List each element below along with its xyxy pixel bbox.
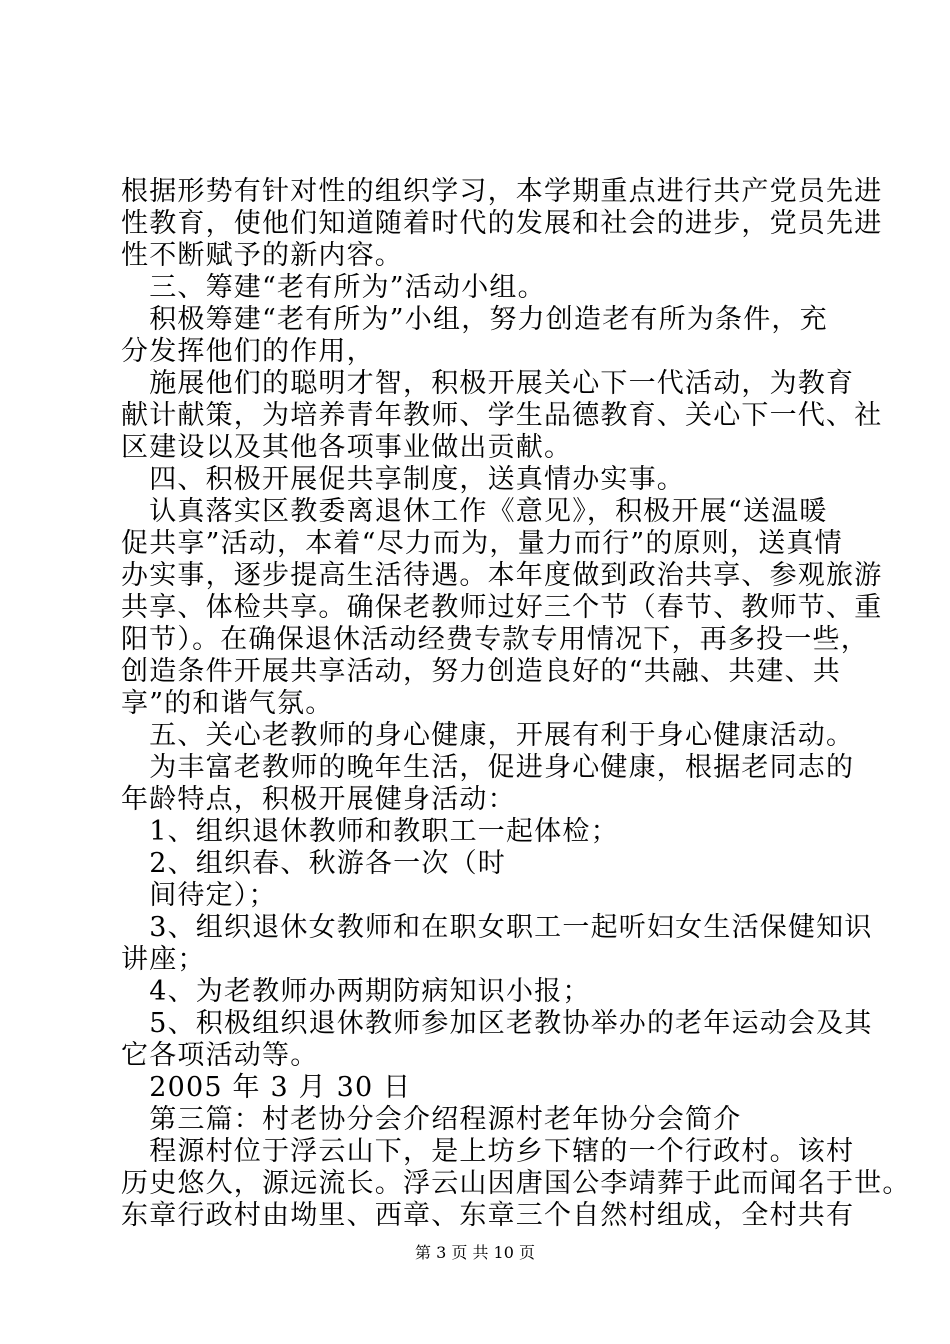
text-line: 享”的和谐气氛。 (121, 688, 334, 719)
text-line: 5、积极组织退休教师参加区老教协举办的老年运动会及其 (121, 1008, 873, 1039)
text-line: 为丰富老教师的晚年生活，促进身心健康，根据老同志的 (121, 752, 855, 783)
text-line: 东章行政村由坳里、西章、东章三个自然村组成，全村共有 (121, 1200, 855, 1231)
text-line: 积极筹建“老有所为”小组，努力创造老有所为条件，充 (121, 304, 828, 335)
text-line: 献计献策，为培养青年教师、学生品德教育、关心下一代、社 (121, 400, 883, 431)
text-line: 分发挥他们的作用， (121, 336, 375, 367)
text-line: 间待定）； (121, 880, 277, 911)
date-line: 2005 年 3 月 30 日 (121, 1072, 412, 1103)
text-line: 认真落实区教委离退休工作《意见》，积极开展“送温暖 (121, 496, 828, 527)
text-line: 1、组织退休教师和教职工一起体检； (121, 816, 619, 847)
text-line: 区建设以及其他各项事业做出贡献。 (121, 432, 573, 463)
text-line: 4、为老教师办两期防病知识小报； (121, 976, 591, 1007)
text-line: 讲座； (121, 944, 206, 975)
text-line: 办实事，逐步提高生活待遇。本年度做到政治共享、参观旅游 (121, 560, 883, 591)
text-line: 它各项活动等。 (121, 1040, 319, 1071)
text-line: 根据形势有针对性的组织学习，本学期重点进行共产党员先进 (121, 176, 883, 207)
text-line: 2、组织春、秋游各一次（时 (121, 848, 506, 879)
text-line: 五、关心老教师的身心健康，开展有利于身心健康活动。 (121, 720, 855, 751)
text-line: 阳节）。在确保退休活动经费专款专用情况下，再多投一些， (121, 624, 869, 655)
text-line: 四、积极开展促共享制度，送真情办实事。 (121, 464, 685, 495)
text-line: 共享、体检共享。确保老教师过好三个节（春节、教师节、重 (121, 592, 883, 623)
text-line: 程源村位于浮云山下，是上坊乡下辖的一个行政村。该村 (121, 1136, 855, 1167)
text-line: 创造条件开展共享活动，努力创造良好的“共融、共建、共 (121, 656, 842, 687)
text-line: 历史悠久，源远流长。浮云山因唐国公李靖葬于此而闻名于世。 (121, 1168, 911, 1199)
text-line: 性不断赋予的新内容。 (121, 240, 403, 271)
text-line: 促共享”活动，本着“尽力而为，量力而行”的原则，送真情 (121, 528, 843, 559)
text-line: 三、筹建“老有所为”活动小组。 (121, 272, 546, 303)
text-line: 年龄特点，积极开展健身活动： (121, 784, 516, 815)
section-heading: 第三篇：村老协分会介绍程源村老年协分会简介 (121, 1104, 742, 1135)
text-line: 3、组织退休女教师和在职女职工一起听妇女生活保健知识 (121, 912, 873, 943)
text-line: 性教育，使他们知道随着时代的发展和社会的进步，党员先进 (121, 208, 883, 239)
page-number: 第 3 页 共 10 页 (415, 1243, 535, 1262)
text-line: 施展他们的聪明才智，积极开展关心下一代活动，为教育 (121, 368, 855, 399)
